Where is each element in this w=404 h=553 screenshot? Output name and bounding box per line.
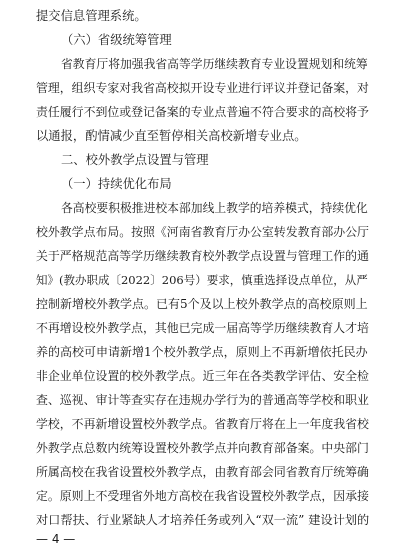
text-line: 以通报，酌情减少直至暂停相关高校新增专业点。 <box>36 129 307 143</box>
text-line: 提交信息管理系统。 <box>36 9 147 23</box>
text-line: 外教学点总数内统筹设置校外教学点并向教育部备案。中央部门 <box>36 441 369 455</box>
text-line: 所属高校在我省设置校外教学点，由教育部会同省教育厅统筹确 <box>36 465 369 479</box>
text-line: 校外教学点布局。按照《河南省教育厅办公室转发教育部办公厅 <box>36 225 369 239</box>
page-number: — 4 — <box>36 532 76 546</box>
text-line: 控制新增校外教学点。已有5个及以上校外教学点的高校原则上 <box>36 297 368 311</box>
section-heading: 二、校外教学点设置与管理 <box>61 153 209 167</box>
text-line: 省教育厅将加强我省高等学历继续教育专业设置规划和统筹 <box>61 57 368 71</box>
text-line: 对口帮扶、行业紧缺人才培养任务或列入“双一流” 建设计划的 <box>36 513 370 527</box>
text-line: 知》(教办职成〔2022〕206号）要求，慎重选择设点单位，从严 <box>36 273 368 287</box>
text-line: 非企业单位设置的校外教学点。近三年在各类教学评估、安全检 <box>36 369 369 383</box>
text-line: 责任履行不到位或登记备案的专业点普遍不符合要求的高校将予 <box>36 105 369 119</box>
text-line: 学校，不再新增设置校外教学点。省教育厅将在上一年度我省校 <box>36 417 369 431</box>
text-line: 各高校要积极推进校本部加线上教学的培养模式，持续优化 <box>61 201 368 215</box>
text-line: 定。原则上不受理省外地方高校在我省设置校外教学点，因承接 <box>36 489 369 503</box>
text-line: 查、巡视、审计等查实存在违规办学行为的普通高等学校和职业 <box>36 393 369 407</box>
text-line: 养的高校可申请新增1个校外教学点，原则上不再新增依托民办 <box>36 345 368 359</box>
text-line: 不再增设校外教学点，其他已完成一届高等学历继续教育人才培 <box>36 321 369 335</box>
text-line: 关于严格规范高等学历继续教育校外教学点设置与管理工作的通 <box>36 249 369 263</box>
section-heading: （一）持续优化布局 <box>61 177 172 191</box>
section-heading: （六）省级统筹管理 <box>61 33 172 47</box>
text-line: 管理，组织专家对我省高校拟开设专业进行评议并登记备案，对 <box>36 81 369 95</box>
